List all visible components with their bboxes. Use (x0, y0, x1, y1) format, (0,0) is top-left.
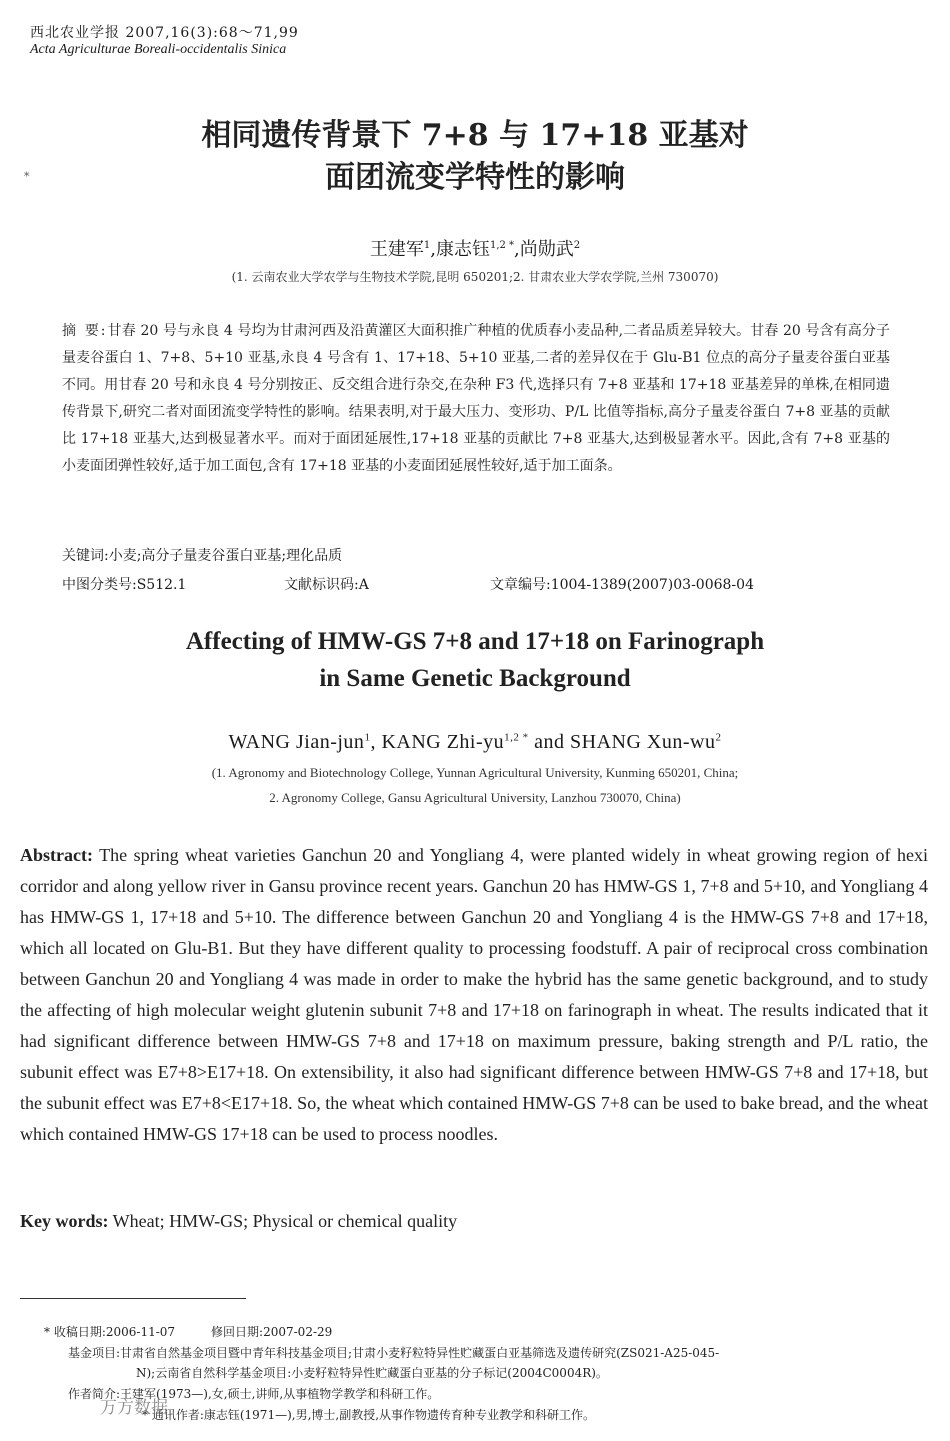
document-code: 文献标识码:A (284, 577, 369, 593)
clc-number: 中图分类号:S512.1 (62, 577, 187, 593)
affiliation-en-line1: (1. Agronomy and Biotechnology College, Yunnan Agricultural University, Kunming 650201, China; (211, 765, 739, 780)
author-en-2-sup: 1,2 * (504, 731, 529, 744)
author-en-3: and SHANG Xun-wu (528, 731, 716, 753)
keywords-en-label: Key words: (20, 1211, 109, 1231)
abstract-cn (62, 318, 890, 480)
journal-name-en: Acta Agriculturae Boreali-occidentalis Sinica (30, 42, 287, 57)
author-cn-2: ,康志钰 (430, 239, 490, 260)
footnote-funding-line2: N);云南省自然科学基金项目:小麦籽粒特异性贮藏蛋白亚基的分子标记(2004C0004R)。 (136, 1366, 608, 1380)
received-date: * 收稿日期:2006-11-07 (44, 1325, 176, 1339)
footnote-funding-line1: 基金项目:甘肃省自然基金项目暨中青年科技基金项目;甘肃小麦籽粒特异性贮藏蛋白亚基筛选及遗传研究(ZS021-A25-045- (68, 1346, 720, 1360)
authors-en (0, 731, 950, 754)
footnote-author-bio: 作者简介:王建军(1973—),女,硕士,讲师,从事植物学教学和科研工作。 (68, 1387, 440, 1401)
author-en-2: , KANG Zhi-yu (370, 731, 505, 753)
footnote-dates (44, 1323, 332, 1340)
affiliation-cn: (1. 云南农业大学农学与生物技术学院,昆明 650201;2. 甘肃农业大学农学院,兰州 730070) (231, 270, 719, 284)
title-cn-line2: 面团流变学特性的影响 (325, 160, 625, 195)
author-cn-3-sup: 2 (573, 240, 581, 251)
author-cn-2-sup: 1,2 * (489, 240, 515, 251)
title-en-line1: Affecting of HMW-GS 7+8 and 17+18 on Farinograph (185, 628, 765, 655)
author-cn-1: 王建军 (369, 239, 424, 260)
keywords-en-text: Wheat; HMW-GS; Physical or chemical quality (108, 1211, 458, 1231)
title-cn-line1: 相同遗传背景下 7+8 与 17+18 亚基对 (201, 118, 749, 153)
keywords-en (20, 1211, 457, 1232)
author-cn-1-sup: 1 (423, 240, 431, 251)
author-en-1: WANG Jian-jun (228, 731, 365, 753)
footnote-divider (20, 1298, 246, 1299)
keywords-cn: 关键词:小麦;高分子量麦谷蛋白亚基;理化品质 (62, 548, 343, 564)
abstract-cn-label: 摘 要: (62, 323, 108, 339)
journal-name-cn: 西北农业学报 2007,16(3):68～71,99 (30, 25, 299, 41)
author-en-1-sup: 1 (364, 731, 371, 744)
affiliation-en-line2: 2. Agronomy College, Gansu Agricultural University, Lanzhou 730070, China) (269, 790, 681, 805)
article-number: 文章编号:1004-1389(2007)03-0068-04 (490, 577, 754, 593)
abstract-en-label: Abstract: (20, 845, 93, 865)
footnote-corresponding: * 通讯作者:康志钰(1971—),男,博士,副教授,从事作物遗传育种专业教学和科研工作。 (142, 1408, 596, 1422)
abstract-en (20, 840, 928, 1150)
title-footnote-marker: * (24, 170, 30, 183)
abstract-en-text: The spring wheat varieties Ganchun 20 and Yongliang 4, were planted widely in wheat growing region of hexi corridor and along yellow river in Gansu province recent years. Ganchun 20 has HMW-GS 1, 7+8 and 5+10, and Yongliang 4 has HMW-GS 1, 17+18 and 5+10. The difference between Ganchun 20 and Yongliang 4 is the HMW-GS 7+8 and 17+18, which all located on Glu-B1. But they have different quality to processing foodstuff. A pair of reciprocal cross combination between Ganchun 20 and Yongliang 4 was made in order to make the hybrid has the same genetic background, and to study the affecting of high molecular weight glutenin subunit 7+8 and 17+18 on farinograph in wheat. The results indicated that it had significant difference between HMW-GS 7+8 and 17+18 on maximum pressure, baking strength and P/L ratio, the subunit effect was E7+8>E17+18. On extensibility, it also had significant difference between HMW-GS 7+8 and 17+18, but the subunit effect was E7+8<E17+18. So, the wheat which contained HMW-GS 7+8 can be used to bake bread, and the wheat which contained HMW-GS 17+18 can be used to process noodles. (20, 845, 928, 1144)
author-cn-3: ,尚勋武 (514, 239, 574, 260)
authors-cn (0, 235, 950, 261)
abstract-cn-text: 甘春 20 号与永良 4 号均为甘肃河西及沿黄灌区大面积推广种植的优质春小麦品种,二者品质差异较大。甘春 20 号含有高分子量麦谷蛋白 1、7+8、5+10 亚基,永良 4 号含有 1、17+18、5+10 亚基,二者的差异仅在于 Glu-B1 位点的高分子量麦谷蛋白亚基不同。用甘春 20 号和永良 4 号分别按正、反交组合进行杂交,在杂种 F3 代,选择只有 7+8 亚基和 17+18 亚基差异的单株,在相同遗传背景下,研究二者对面团流变学特性的影响。结果表明,对于最大压力、变形功、P/L 比值等指标,高分子量麦谷蛋白 7+8 亚基的贡献比 17+18 亚基大,达到极显著水平。而对于面团延展性,17+18 亚基的贡献比 7+8 亚基大,达到极显著水平。因此,含有 7+8 亚基的小麦面团弹性较好,适于加工面包,含有 17+18 亚基的小麦面团延展性较好,适于加工面条。 (62, 323, 890, 474)
revised-date: 修回日期:2007-02-29 (211, 1325, 333, 1339)
author-en-3-sup: 2 (715, 731, 722, 744)
title-en-line2: in Same Genetic Background (319, 665, 631, 692)
watermark: 万方数据 (100, 1398, 168, 1418)
